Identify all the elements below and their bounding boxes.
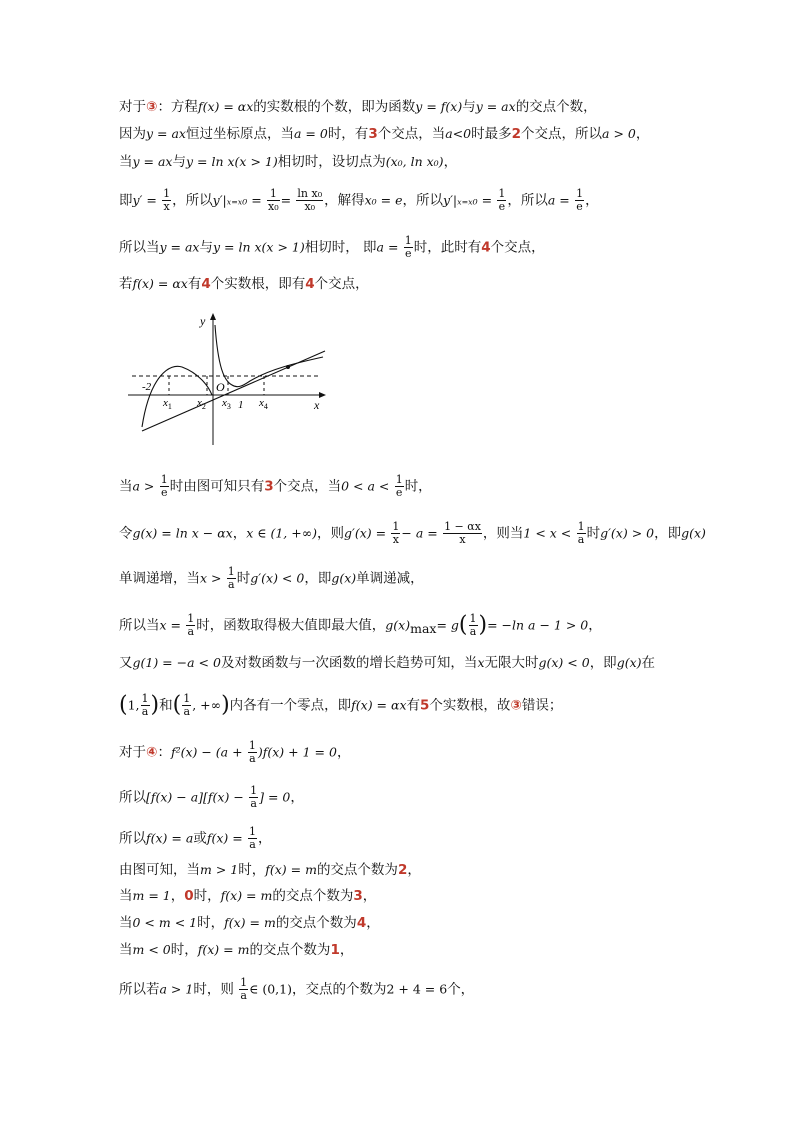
text: 个交点， bbox=[490, 239, 545, 256]
denominator: x₀ bbox=[268, 200, 279, 213]
line-7 bbox=[119, 474, 432, 499]
text: ，所以 bbox=[172, 192, 213, 209]
fraction bbox=[239, 977, 248, 1002]
text: ：方程 bbox=[157, 99, 198, 115]
line-14 bbox=[119, 785, 304, 810]
denominator: a bbox=[250, 797, 257, 810]
numerator: 1 bbox=[141, 692, 149, 705]
math: a = bbox=[376, 239, 399, 255]
line-4 bbox=[119, 188, 599, 213]
numerator: 1 bbox=[395, 473, 403, 486]
math: f(x) = m bbox=[197, 942, 250, 957]
text: 相切时， 即 bbox=[304, 239, 377, 256]
text: 与 bbox=[172, 154, 186, 170]
text: 所以 bbox=[119, 789, 146, 806]
origin-label: O bbox=[216, 380, 225, 394]
text: ，所以 bbox=[402, 192, 444, 209]
text: ， bbox=[443, 154, 458, 170]
math: g′(x) = bbox=[344, 525, 387, 541]
text: 所以当 bbox=[119, 617, 160, 634]
math: g(x) = ln x − αx bbox=[132, 525, 233, 541]
text: ，即 bbox=[589, 655, 617, 671]
text: ，则 bbox=[317, 525, 345, 542]
text: 的交点个数为 bbox=[316, 862, 398, 878]
count: 1 bbox=[330, 942, 340, 958]
text: ，交点的个数为 bbox=[291, 981, 387, 998]
math: f(x) = αx bbox=[351, 697, 407, 713]
text: ： bbox=[157, 744, 171, 761]
label-x4-var: x bbox=[259, 397, 264, 409]
math: [f(x) − a][f(x) − bbox=[146, 789, 244, 805]
math: y = ax bbox=[159, 239, 200, 255]
text: ， bbox=[635, 126, 650, 142]
math: x₀ = e bbox=[364, 192, 403, 208]
math: , +∞ bbox=[192, 697, 222, 713]
text: 因为 bbox=[119, 126, 146, 142]
text: 时， bbox=[193, 888, 221, 904]
line-20 bbox=[119, 977, 474, 1002]
numerator: 1 bbox=[248, 739, 256, 752]
text: 时由图可知只有 bbox=[169, 478, 265, 495]
text: 及对数函数与一次函数的增长趋势可知，当 bbox=[220, 655, 478, 671]
label-x2-sub: 2 bbox=[201, 402, 206, 411]
fraction bbox=[497, 188, 506, 213]
line-5 bbox=[119, 235, 545, 260]
text: 个交点，所以 bbox=[521, 126, 603, 142]
y-axis-arrow bbox=[210, 313, 216, 320]
fraction bbox=[443, 521, 482, 546]
label-x4 bbox=[258, 397, 268, 411]
text: 当 bbox=[119, 154, 133, 170]
fraction bbox=[575, 188, 584, 213]
math: g(x) bbox=[681, 525, 706, 541]
text: 当 bbox=[119, 915, 133, 931]
count: 2 bbox=[397, 862, 408, 878]
item-number: ③ bbox=[146, 99, 158, 115]
numerator: 1 bbox=[469, 612, 477, 625]
line-10 bbox=[119, 613, 602, 639]
text: 和 bbox=[159, 697, 173, 714]
function-graph bbox=[120, 305, 335, 445]
paren-close: ) bbox=[221, 692, 230, 718]
text: 若 bbox=[119, 276, 133, 292]
fraction bbox=[248, 826, 257, 851]
fraction bbox=[249, 785, 258, 810]
line-1 bbox=[119, 97, 597, 117]
text: ，解得 bbox=[324, 192, 365, 209]
math: g(x) bbox=[616, 655, 642, 670]
text: ， bbox=[339, 942, 354, 958]
text: ，则当 bbox=[482, 525, 524, 542]
math: x = bbox=[159, 617, 181, 633]
text: 时， bbox=[404, 478, 432, 495]
text: ，即 bbox=[654, 525, 682, 542]
count: 3 bbox=[264, 478, 274, 495]
text: 当 bbox=[119, 478, 133, 495]
line-15 bbox=[119, 826, 272, 851]
text: 个实数根，即有 bbox=[210, 276, 306, 292]
math: ∈ (0,1) bbox=[249, 981, 292, 997]
text: ， bbox=[585, 192, 599, 209]
math: y = ax bbox=[475, 99, 516, 114]
line-9 bbox=[119, 566, 424, 591]
fraction bbox=[227, 566, 236, 591]
right-curve bbox=[215, 325, 323, 387]
math: = −ln a − 1 > 0 bbox=[487, 617, 589, 633]
line-12 bbox=[119, 693, 562, 718]
math: m = 1 bbox=[132, 888, 171, 903]
text: 个交点， bbox=[314, 276, 369, 292]
text: ， bbox=[362, 888, 377, 904]
text: 无限大时 bbox=[484, 655, 539, 671]
line-3 bbox=[119, 152, 457, 172]
math: f(x) = m bbox=[220, 888, 273, 903]
text: 相切时，设切点为 bbox=[277, 154, 386, 170]
numerator: 1 bbox=[187, 612, 195, 625]
text: 内各有一个零点，即 bbox=[229, 697, 352, 714]
math: g(x) bbox=[385, 617, 411, 633]
text: 时最多 bbox=[471, 126, 512, 142]
item-number: ③ bbox=[510, 697, 522, 714]
math: − a = bbox=[401, 525, 438, 541]
text: 单调递减， bbox=[356, 570, 424, 587]
math: f²(x) − (a + bbox=[170, 744, 243, 760]
math: f(x) = a bbox=[146, 830, 194, 846]
text: ， bbox=[407, 862, 421, 878]
math: 1, bbox=[127, 697, 140, 713]
numerator: 1 bbox=[249, 825, 256, 838]
numerator: 1 − αx bbox=[444, 520, 481, 533]
line-17 bbox=[119, 886, 376, 906]
text: 的交点个数为 bbox=[249, 942, 331, 958]
text: 在 bbox=[641, 655, 655, 671]
line-18 bbox=[119, 913, 380, 933]
numerator: 1 bbox=[404, 234, 412, 247]
fraction bbox=[577, 521, 586, 546]
text: ，即 bbox=[304, 570, 332, 587]
numerator: 1 bbox=[250, 784, 258, 797]
text: ， bbox=[258, 830, 272, 847]
numerator: 1 bbox=[163, 187, 171, 200]
numerator: 1 bbox=[577, 520, 585, 533]
tick-minus-two: -2 bbox=[142, 381, 152, 393]
math: = g bbox=[436, 617, 459, 633]
math: a > bbox=[132, 478, 155, 494]
math: y′|ₓ₌ₓ₀ = bbox=[212, 192, 262, 208]
text: 单调递增，当 bbox=[119, 570, 200, 587]
x-axis-arrow bbox=[319, 392, 326, 398]
text: 时，函数取得极大值即最大值， bbox=[196, 617, 386, 634]
text: 对于 bbox=[119, 744, 146, 761]
text: 所以当 bbox=[119, 239, 160, 256]
count: 2 bbox=[511, 126, 522, 142]
math: = bbox=[280, 192, 292, 208]
fraction bbox=[395, 474, 404, 499]
subscript-max: max bbox=[410, 621, 437, 637]
fraction bbox=[391, 521, 400, 546]
label-x3-var: x bbox=[222, 397, 227, 409]
numerator: 1 bbox=[498, 187, 506, 200]
denominator: e bbox=[395, 486, 403, 499]
math: y′|ₓ₌ₓ₀ = bbox=[443, 192, 493, 208]
numerator: 1 bbox=[267, 188, 280, 201]
fraction bbox=[296, 188, 323, 213]
paren-close: ) bbox=[478, 612, 488, 638]
text: 的交点个数， bbox=[515, 99, 597, 115]
math: ] = 0 bbox=[259, 789, 291, 805]
text: ， bbox=[588, 617, 602, 634]
denominator: a bbox=[187, 625, 195, 638]
numerator: 1 bbox=[227, 565, 235, 578]
text: 个实数根，故 bbox=[429, 697, 511, 714]
fraction bbox=[469, 613, 478, 638]
math: f(x) = bbox=[206, 830, 243, 846]
text: 与 bbox=[199, 239, 213, 256]
text: ， bbox=[170, 888, 185, 904]
text: 对于 bbox=[119, 99, 146, 115]
math: x > bbox=[200, 570, 222, 586]
text: 恒过坐标原点，当 bbox=[185, 126, 294, 142]
denominator: a bbox=[141, 705, 149, 718]
fraction bbox=[182, 693, 191, 718]
text: 由图可知，当 bbox=[119, 862, 200, 878]
math: g(x) < 0 bbox=[538, 655, 590, 670]
math: y = ln x(x > 1) bbox=[185, 154, 278, 169]
tangent-point bbox=[286, 365, 290, 369]
text: 与 bbox=[462, 99, 476, 115]
math: x bbox=[477, 655, 485, 670]
text: 时，则 bbox=[193, 981, 234, 998]
text: 时， bbox=[197, 915, 225, 931]
label-x1-var: x bbox=[163, 397, 168, 409]
numerator: 1 bbox=[183, 692, 191, 705]
count: 4 bbox=[305, 276, 315, 292]
math: m < 0 bbox=[132, 942, 171, 957]
numerator: 1 bbox=[240, 976, 248, 989]
denominator: x bbox=[163, 200, 170, 213]
count: 3 bbox=[368, 126, 378, 142]
paren-close: ) bbox=[150, 692, 160, 718]
value: 0 bbox=[184, 888, 194, 904]
numerator: 1 bbox=[392, 520, 400, 533]
denominator: a bbox=[577, 533, 585, 546]
fraction bbox=[267, 188, 280, 213]
text: 的交点个数为 bbox=[275, 915, 357, 931]
tick-one: 1 bbox=[238, 399, 244, 411]
count: 4 bbox=[356, 915, 367, 931]
text: 时，此时有 bbox=[413, 239, 482, 256]
text: 有 bbox=[187, 276, 202, 292]
text: 时 bbox=[236, 570, 251, 587]
count: 3 bbox=[353, 888, 363, 904]
text: 的交点个数为 bbox=[272, 888, 354, 904]
math: g(1) = −a < 0 bbox=[132, 655, 221, 670]
text: 时， bbox=[238, 862, 266, 878]
label-x2-var: x bbox=[197, 397, 202, 409]
denominator: e bbox=[498, 200, 506, 213]
math: g(x) bbox=[331, 570, 357, 586]
paren-open: ( bbox=[119, 692, 128, 718]
math: y = ax bbox=[132, 154, 173, 169]
text: ，所以 bbox=[507, 192, 548, 209]
math: y = f(x) bbox=[415, 99, 463, 114]
paren-open: ( bbox=[172, 692, 182, 718]
math: f(x) = m bbox=[265, 862, 317, 877]
denominator: a bbox=[228, 578, 235, 591]
denominator: x bbox=[459, 533, 466, 546]
text: ， bbox=[366, 915, 380, 931]
text: 令 bbox=[119, 525, 133, 542]
math: y′ = bbox=[132, 192, 157, 208]
denominator: e bbox=[160, 486, 168, 499]
math: 0 < a < bbox=[341, 478, 390, 494]
text: ， bbox=[336, 744, 351, 761]
math: g′(x) > 0 bbox=[600, 525, 655, 541]
label-x3-sub: 3 bbox=[226, 402, 231, 411]
label-x1-sub: 1 bbox=[167, 402, 172, 411]
denominator: a bbox=[469, 625, 477, 638]
math: a > 1 bbox=[159, 981, 194, 997]
fraction bbox=[160, 474, 169, 499]
denominator: x₀ bbox=[304, 200, 316, 213]
text: 或 bbox=[193, 830, 207, 847]
text: 的实数根的个数，即为函数 bbox=[253, 99, 416, 115]
text: 时， bbox=[170, 942, 198, 958]
text: 个交点，当 bbox=[273, 478, 342, 495]
math: f(x) = m bbox=[224, 915, 276, 930]
denominator: a bbox=[240, 989, 247, 1002]
y-label: y bbox=[200, 314, 206, 328]
denominator: x bbox=[392, 533, 400, 546]
denominator: a bbox=[183, 705, 190, 718]
fraction bbox=[141, 693, 150, 718]
fraction bbox=[248, 740, 257, 765]
denominator: e bbox=[576, 200, 583, 213]
text: ， bbox=[232, 525, 247, 542]
line-19 bbox=[119, 940, 353, 960]
line-8 bbox=[119, 521, 706, 546]
text: 当 bbox=[119, 942, 133, 958]
numerator: 1 bbox=[160, 473, 168, 486]
paren-open: ( bbox=[458, 612, 468, 638]
fraction bbox=[186, 613, 195, 638]
line-13 bbox=[119, 740, 350, 765]
fraction bbox=[404, 235, 413, 260]
count: 5 bbox=[420, 697, 430, 714]
text: 个， bbox=[447, 981, 475, 998]
denominator: e bbox=[404, 247, 412, 260]
text: 当 bbox=[119, 888, 133, 904]
text: 时 bbox=[586, 525, 601, 542]
item-number: ④ bbox=[146, 744, 158, 761]
text: 又 bbox=[119, 655, 133, 671]
math: a = 0 bbox=[293, 126, 328, 141]
line-6 bbox=[119, 274, 369, 294]
math: (x₀, ln x₀) bbox=[385, 154, 444, 169]
text: 有 bbox=[406, 697, 420, 714]
numerator: ln x₀ bbox=[297, 187, 323, 200]
math: a > 0 bbox=[602, 126, 636, 141]
math: 1 < x < bbox=[523, 525, 572, 541]
math: )f(x) + 1 = 0 bbox=[257, 744, 337, 760]
text: 即 bbox=[119, 192, 133, 209]
denominator: a bbox=[249, 752, 256, 765]
count: 4 bbox=[201, 276, 211, 292]
x-label: x bbox=[314, 398, 320, 412]
text: 所以 bbox=[119, 830, 146, 847]
numerator: 1 bbox=[576, 187, 584, 200]
label-x2 bbox=[196, 397, 206, 411]
label-x3 bbox=[221, 397, 231, 411]
math: y = ln x(x > 1) bbox=[212, 239, 305, 255]
line-16 bbox=[119, 860, 421, 880]
text: 错误； bbox=[521, 697, 563, 714]
math: g′(x) < 0 bbox=[250, 570, 305, 586]
fraction bbox=[162, 188, 171, 213]
text: 时，有 bbox=[327, 126, 369, 142]
math: f(x) = αx bbox=[132, 276, 188, 291]
math: x ∈ (1, +∞) bbox=[246, 525, 318, 541]
label-x1 bbox=[162, 397, 172, 411]
math: y = ax bbox=[146, 126, 186, 141]
math: 2 + 4 = 6 bbox=[386, 981, 448, 997]
line-2 bbox=[119, 124, 649, 144]
denominator: a bbox=[249, 838, 256, 851]
text: 个交点，当 bbox=[377, 126, 446, 142]
math: a<0 bbox=[445, 126, 472, 141]
math: a = bbox=[547, 192, 570, 208]
math: f(x) = αx bbox=[197, 99, 254, 114]
label-x4-sub: 4 bbox=[263, 402, 268, 411]
math: m > 1 bbox=[200, 862, 239, 877]
text: 所以若 bbox=[119, 981, 160, 998]
line-11 bbox=[119, 653, 655, 673]
math: 0 < m < 1 bbox=[132, 915, 198, 930]
text: ， bbox=[290, 789, 304, 806]
count: 4 bbox=[481, 239, 491, 256]
